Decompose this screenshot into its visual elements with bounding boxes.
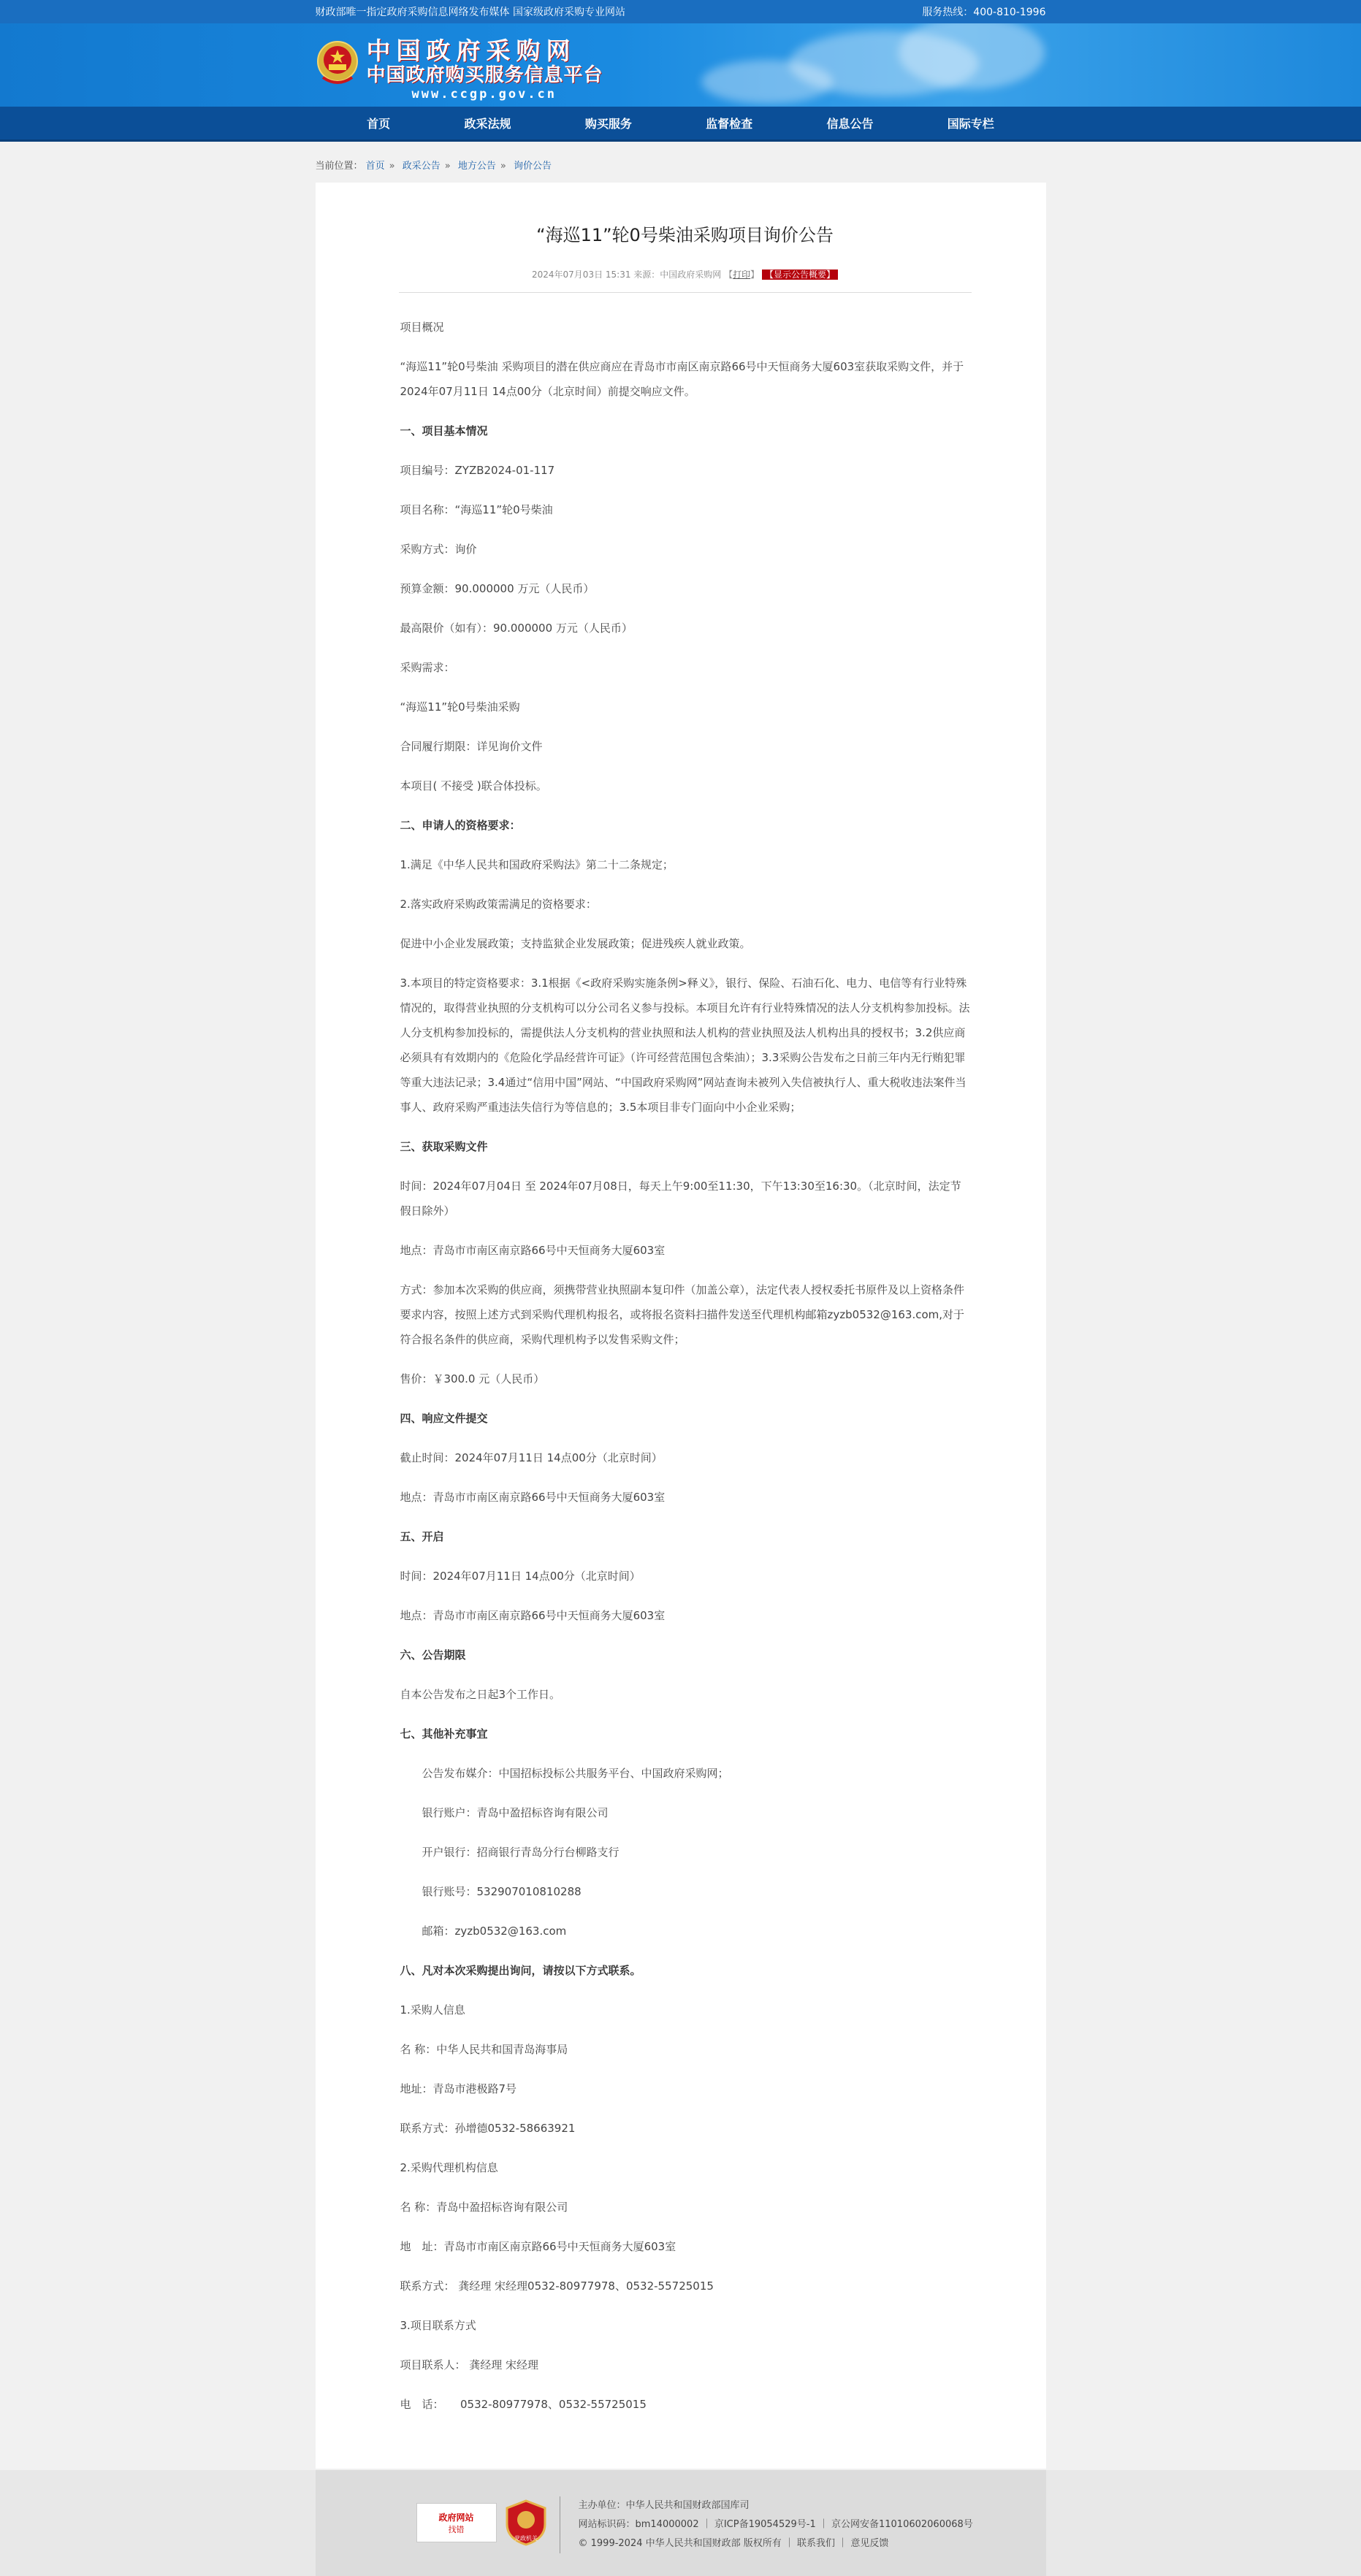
article-card: [316, 183, 1046, 2469]
article-paragraph: 1.满足《中华人民共和国政府采购法》第二十二条规定；: [400, 858, 674, 871]
site-banner: [0, 23, 1361, 107]
article-paragraph: 联系方式：孙增德0532-58663921: [400, 2122, 576, 2135]
print-link[interactable]: 打印: [733, 270, 751, 280]
main-nav: [0, 107, 1361, 142]
service-hotline: 服务热线：400-810-1996: [922, 7, 1046, 18]
footer-codes: 网站标识码：bm14000002 ｜ 京ICP备19054529号-1 ｜ 京公网安备11010602060068号: [578, 2519, 973, 2530]
section-heading: 二、申请人的资格要求：: [400, 819, 521, 832]
article-paragraph: 项目名称：“海巡11”轮0号柴油: [400, 503, 553, 516]
breadcrumb-label: 当前位置：: [315, 161, 363, 172]
article-meta-text: 2024年07月03日 15:31 来源：中国政府采购网 【: [532, 270, 733, 280]
top-bar: [0, 0, 1361, 23]
article-paragraph: “海巡11”轮0号柴油采购: [400, 700, 520, 714]
breadcrumb: 当前位置： 首页 » 政采公告 » 地方公告 » 询价公告: [315, 161, 552, 172]
badge-line1: 政府网站: [438, 2512, 474, 2523]
breadcrumb-announcements[interactable]: 政采公告: [402, 161, 441, 172]
nav-announcements[interactable]: 信息公告: [826, 117, 874, 131]
top-bar-slogan: 财政部唯一指定政府采购信息网络发布媒体 国家级政府采购专业网站: [315, 7, 625, 18]
article-paragraph: 1.采购人信息: [400, 2003, 465, 2017]
nav-supervision[interactable]: 监督检查: [706, 117, 753, 131]
article-paragraph: 电 话： 0532-80977978、0532-55725015: [400, 2398, 647, 2411]
badge2-text: 党政机关: [514, 2535, 538, 2542]
nav-home[interactable]: 首页: [367, 117, 391, 131]
footer: [0, 2470, 1361, 2576]
nav-purchase-services[interactable]: 购买服务: [584, 117, 632, 131]
national-emblem-icon: [316, 39, 359, 88]
article-paragraph: 本项目( 不接受 )联合体投标。: [400, 779, 547, 792]
article-paragraph: 时间：2024年07月11日 14点00分（北京时间）: [400, 1570, 641, 1583]
breadcrumb-home[interactable]: 首页: [365, 161, 385, 172]
article-paragraph: 3.项目联系方式: [400, 2319, 476, 2332]
breadcrumb-inquiry[interactable]: 询价公告: [514, 161, 552, 172]
article-paragraph: 2.采购代理机构信息: [400, 2161, 498, 2174]
brand-url: www.ccgp.gov.cn: [411, 87, 557, 102]
brand-subtitle: 中国政府购买服务信息平台: [366, 64, 603, 86]
article-title: “海巡11”轮0号柴油采购项目询价公告: [536, 225, 834, 245]
article-paragraph: 地 址：青岛市市南区南京路66号中天恒商务大厦603室: [400, 2240, 676, 2253]
article-paragraph: 项目编号：ZYZB2024-01-117: [400, 464, 555, 477]
site-brand[interactable]: [367, 38, 603, 102]
article-paragraph: 公告发布媒介：中国招标投标公共服务平台、中国政府采购网；: [422, 1767, 729, 1780]
footer-host: 主办单位：中华人民共和国财政部国库司: [578, 2500, 750, 2511]
contact-us-link[interactable]: 联系我们: [797, 2538, 836, 2549]
badge-line2: 找错: [448, 2524, 465, 2534]
footer-copyright-row: © 1999-2024 中华人民共和国财政部 版权所有 ｜ 联系我们 ｜ 意见反馈: [578, 2538, 889, 2549]
section-heading: 四、响应文件提交: [400, 1412, 488, 1425]
feedback-link[interactable]: 意见反馈: [850, 2538, 889, 2549]
article-paragraph: 银行账号：532907010810288: [422, 1885, 582, 1898]
article-paragraph: 售价：￥300.0 元（人民币）: [400, 1372, 545, 1386]
section-heading: 三、获取采购文件: [400, 1140, 488, 1153]
show-summary-button[interactable]: 【显示公告概要】: [762, 270, 838, 280]
article-paragraph: 地点：青岛市市南区南京路66号中天恒商务大厦603室: [400, 1609, 666, 1622]
article-paragraph: 地点：青岛市市南区南京路66号中天恒商务大厦603室: [400, 1244, 666, 1257]
article-paragraph: 采购需求：: [400, 661, 455, 674]
article-paragraph: 项目概况: [400, 321, 444, 334]
article-paragraph: 名 称：青岛中盈招标咨询有限公司: [400, 2201, 568, 2214]
article-meta-end: 】: [750, 270, 760, 280]
section-heading: 八、凡对本次采购提出询问，请按以下方式联系。: [400, 1964, 641, 1977]
article-body: [400, 315, 970, 2417]
article-paragraph: 截止时间：2024年07月11日 14点00分（北京时间）: [400, 1451, 663, 1464]
article-paragraph: “海巡11”轮0号柴油 采购项目的潜在供应商应在青岛市市南区南京路66号中天恒商务大厦603室获取采购文件，并于2024年07月11日 14点00分（北京时间）前提交响应文件。: [400, 360, 964, 398]
article-paragraph: 时间：2024年07月04日 至 2024年07月08日，每天上午9:00至11:30，下午13:30至16:30。（北京时间，法定节假日除外）: [400, 1180, 961, 1218]
article-paragraph: 自本公告发布之日起3个工作日。: [400, 1688, 561, 1701]
article-paragraph: 方式：参加本次采购的供应商，须携带营业执照副本复印件（加盖公章），法定代表人授权委托书原件及以上资格条件要求内容，按照上述方式到采购代理机构报名，或将报名资料扫描件发送至代理机构邮箱zyzb0532@163.com,对于符合报名条件的供应商，采购代理机构予以发售采购文件；: [400, 1283, 965, 1346]
article-paragraph: 地点：青岛市市南区南京路66号中天恒商务大厦603室: [400, 1491, 666, 1504]
article-paragraph: 项目联系人： 龚经理 宋经理: [400, 2358, 539, 2371]
article-paragraph: 2.落实政府采购政策需满足的资格要求：: [400, 898, 597, 911]
section-heading: 七、其他补充事宜: [400, 1727, 488, 1740]
article-paragraph: 地址：青岛市港极路7号: [400, 2082, 517, 2095]
article-paragraph: 联系方式： 龚经理 宋经理0532-80977978、0532-55725015: [400, 2279, 714, 2293]
article-paragraph: 采购方式：询价: [400, 543, 477, 556]
article-paragraph: 最高限价（如有）：90.000000 万元（人民币）: [400, 622, 633, 635]
footer-copyright: © 1999-2024 中华人民共和国财政部 版权所有 ｜: [578, 2538, 798, 2549]
article-paragraph: 促进中小企业发展政策；支持监狱企业发展政策；促进残疾人就业政策。: [400, 937, 751, 950]
section-heading: 五、开启: [400, 1530, 444, 1543]
article-paragraph: 3.本项目的特定资格要求：3.1根据《<政府采购实施条例>释义》，银行、保险、石油石化、电力、电信等有行业特殊情况的，取得营业执照的分支机构可以分公司名义参与投标。本项目允许有行业特殊情况的法人分支机构参加投标。法人分支机构参加投标的，需提供法人分支机构的营业执照和法人机构的营业执照及法人机构出具的授权书；3.2供应商必须具有有效期内的《危险化学品经营许可证》（许可经营范围包含柴油）；3.3采购公告发布之日前三年内无行贿犯罪等重大违法记录；3.4通过“信用中国”网站、“中国政府采购网”网站查询未被列入失信被执行人、重大税收违法案件当事人、政府采购严重违法失信行为等信息的；3.5本项目非专门面向中小企业采购；: [400, 976, 970, 1114]
section-heading: 六、公告期限: [400, 1648, 466, 1662]
article-paragraph: 银行账户：青岛中盈招标咨询有限公司: [422, 1806, 609, 1819]
article-paragraph: 名 称：中华人民共和国青岛海事局: [400, 2043, 568, 2056]
article-meta: [399, 268, 972, 293]
article-paragraph: 邮箱：zyzb0532@163.com: [422, 1925, 567, 1938]
nav-international[interactable]: 国际专栏: [947, 117, 994, 131]
article-paragraph: 合同履行期限：详见询价文件: [400, 740, 543, 753]
footer-info: [579, 2496, 973, 2553]
brand-title: 中国政府采购网: [366, 37, 576, 65]
gov-site-error-badge[interactable]: [416, 2503, 497, 2542]
section-heading: 一、项目基本情况: [400, 424, 488, 437]
nav-regulations[interactable]: 政采法规: [464, 117, 511, 131]
breadcrumb-local[interactable]: 地方公告: [457, 161, 496, 172]
party-gov-badge-icon[interactable]: [504, 2499, 548, 2546]
article-paragraph: 开户银行：招商银行青岛分行台柳路支行: [422, 1846, 619, 1859]
article-paragraph: 预算金额：90.000000 万元（人民币）: [400, 582, 595, 595]
